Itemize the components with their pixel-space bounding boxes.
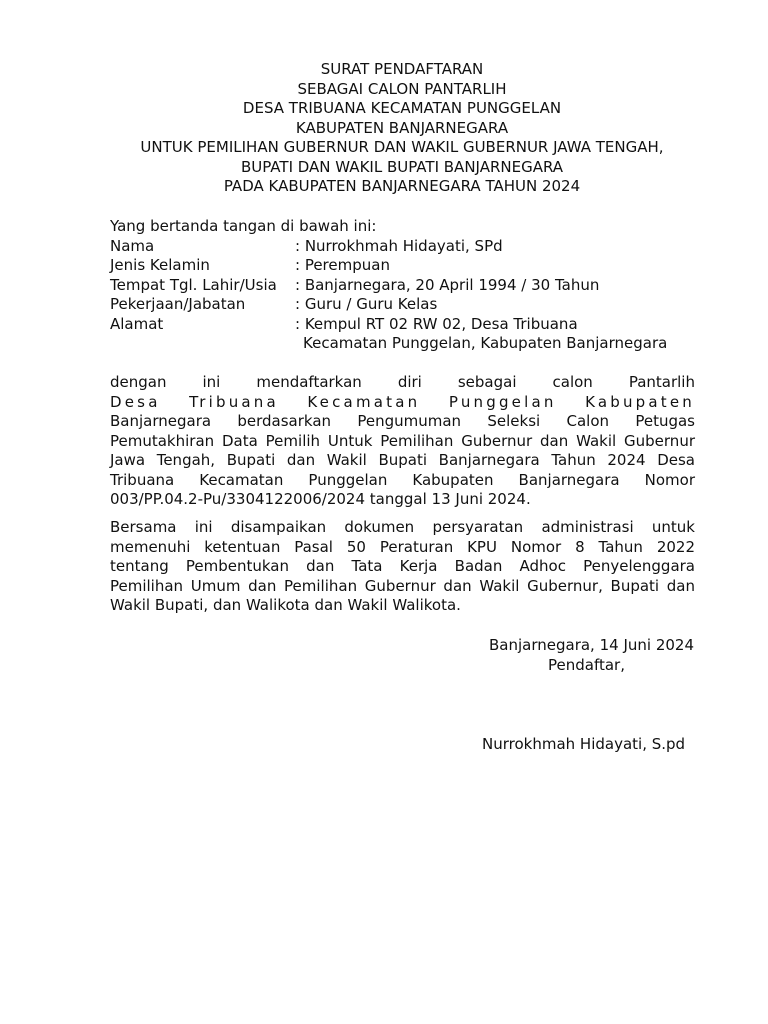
paragraph-line: Pemutakhiran Data Pemilih Untuk Pemilihan Gubernur dan Wakil Gubernur [110,431,695,450]
heading-line: SURAT PENDAFTARAN [320,60,484,78]
identity-label: Alamat [110,314,164,333]
registration-paragraph [110,373,695,510]
signer-name: Nurrokhmah Hidayati, S.pd [482,735,686,753]
paragraph-line: Tribuana Kecamatan Punggelan Kabupaten Banjarnegara Nomor [110,470,695,489]
paragraph-line: 003/PP.04.2-Pu/3304122006/2024 tanggal 13 Juni 2024. [110,490,531,508]
heading-line: SEBAGAI CALON PANTARLIH [297,79,507,98]
identity-row-pekerjaan [110,295,667,315]
heading-line: DESA TRIBUANA KECAMATAN PUNGGELAN [242,99,562,117]
identity-value: : Guru / Guru Kelas [295,295,438,313]
identity-label: Pekerjaan/Jabatan [110,295,246,313]
identity-row-nama [110,237,667,257]
identity-value: : Perempuan [295,256,390,274]
heading-line: UNTUK PEMILIHAN GUBERNUR DAN WAKIL GUBERNUR JAWA TENGAH, [140,138,664,156]
letter-heading [0,60,768,197]
paragraph-line: Bersama ini disampaikan dokumen persyaratan administrasi untuk [110,518,695,536]
paragraph-line: Wakil Bupati, dan Walikota dan Wakil Walikota. [110,596,461,614]
heading-line: PADA KABUPATEN BANJARNEGARA TAHUN 2024 [223,177,581,195]
identity-label: Jenis Kelamin [110,256,210,274]
identity-row-jenis-kelamin [110,256,667,276]
identity-table [110,237,667,354]
identity-label: Tempat Tgl. Lahir/Usia [110,275,277,294]
address-continuation: Kecamatan Punggelan, Kabupaten Banjarnegara [303,334,668,352]
identity-row-tempat-tgl-lahir [110,276,667,296]
paragraph-line: Desa Tribuana Kecamatan Punggelan Kabupaten [110,392,695,411]
heading-line: BUPATI DAN WAKIL BUPATI BANJARNEGARA [240,157,564,176]
paragraph-line: Banjarnegara berdasarkan Pengumuman Seleksi Calon Petugas [110,412,695,430]
signer-role: Pendaftar, [548,656,625,674]
identity-label: Nama [110,236,155,255]
paragraph-line: tentang Pembentukan dan Tata Kerja Badan Adhoc Penyelenggara [110,557,695,575]
identity-row-alamat [110,315,667,335]
paragraph-line: Pemilihan Umum dan Pemilihan Gubernur dan Wakil Gubernur, Bupati dan [110,576,695,595]
documents-paragraph [110,518,695,616]
intro-text: Yang bertanda tangan di bawah ini: [110,217,377,235]
paragraph-line: dengan ini mendaftarkan diri sebagai calon Pantarlih [110,373,695,391]
heading-line: KABUPATEN BANJARNEGARA [295,118,509,137]
identity-value: : Nurrokhmah Hidayati, SPd [295,236,503,255]
paragraph-line: Jawa Tengah, Bupati dan Wakil Bupati Banjarnegara Tahun 2024 Desa [110,451,695,469]
place-date: Banjarnegara, 14 Juni 2024 [489,636,694,654]
identity-value: : Banjarnegara, 20 April 1994 / 30 Tahun [295,275,600,294]
identity-value: : Kempul RT 02 RW 02, Desa Tribuana [295,314,578,333]
paragraph-line: memenuhi ketentuan Pasal 50 Peraturan KPU Nomor 8 Tahun 2022 [110,537,695,556]
